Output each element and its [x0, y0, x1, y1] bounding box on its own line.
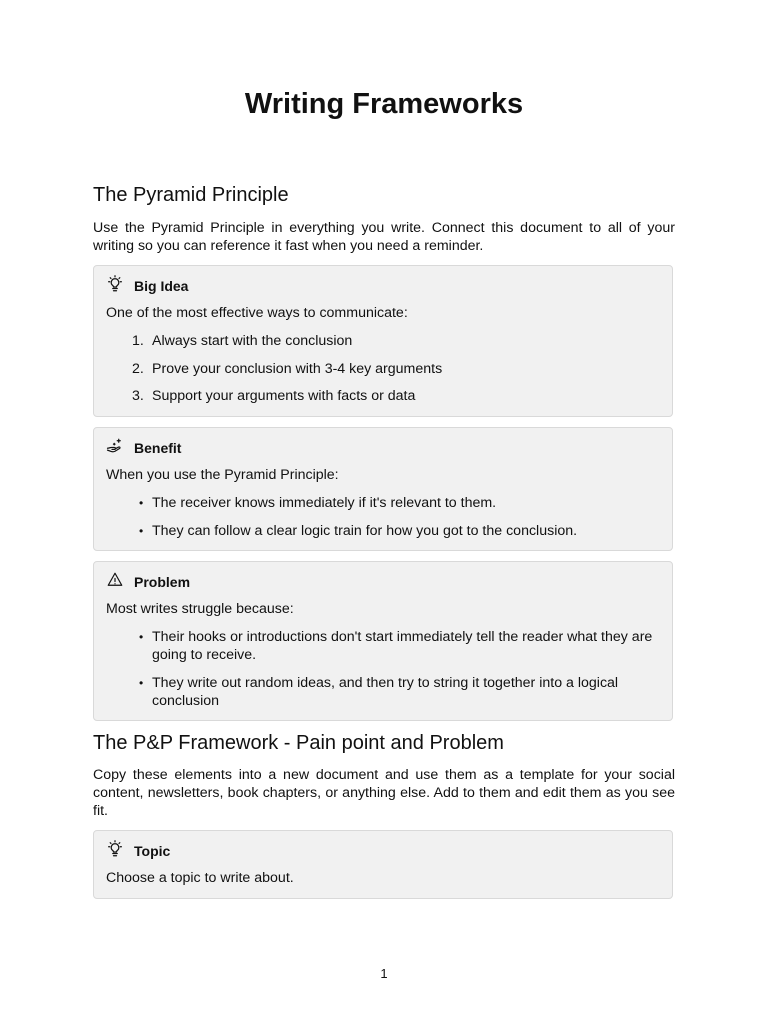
callout-problem [93, 561, 673, 721]
section-heading-pp-framework: The P&P Framework - Pain point and Problem [93, 732, 504, 754]
list-item [106, 494, 656, 512]
page-title: Writing Frameworks [244, 88, 524, 120]
callout-title: Big Idea [134, 278, 189, 294]
list-item [106, 387, 656, 405]
list-item-text: They write out random ideas, and then try to string it together into a logical conclusion [152, 674, 619, 709]
list-item [106, 332, 656, 350]
list-item [106, 674, 656, 710]
callout-header [106, 843, 170, 859]
list-item [106, 360, 656, 378]
section-heading-pyramid-principle: The Pyramid Principle [93, 184, 289, 206]
callout-title: Topic [134, 843, 171, 859]
callout-benefit [93, 427, 673, 551]
lightbulb-icon [106, 275, 134, 298]
hand-sparkle-icon [106, 437, 134, 460]
bullet-marker: • [139, 675, 144, 690]
list-marker: 2. [132, 360, 144, 377]
bullet-marker: • [139, 630, 144, 644]
list-item-text: The receiver knows immediately if it's relevant to them. [152, 495, 497, 511]
callout-title: Problem [134, 574, 191, 590]
callout-intro: When you use the Pyramid Principle: [106, 467, 339, 483]
callout-big-idea [93, 265, 673, 417]
list-item [106, 628, 656, 664]
callout-header [106, 440, 181, 456]
numbered-list [106, 332, 656, 405]
callout-intro: Choose a topic to write about. [106, 870, 294, 886]
bullet-list [106, 628, 656, 710]
bullet-marker: • [139, 496, 144, 510]
list-item-text: Support your arguments with facts or data [152, 388, 416, 404]
list-item [106, 522, 656, 540]
list-item-text: They can follow a clear logic train for how you got to the conclusion. [152, 522, 578, 539]
list-item-text: Prove your conclusion with 3-4 key arguments [152, 360, 443, 377]
section-paragraph: Copy these elements into a new document and use them as a template for your social content, newsletters, book chapters, or anything else. Add to them and edit them as you see fit. [93, 767, 675, 819]
callout-title: Benefit [134, 440, 182, 456]
bullet-marker: • [139, 523, 144, 538]
callout-header [106, 574, 190, 590]
lightbulb-icon [106, 840, 134, 863]
list-marker: 3. [132, 388, 144, 404]
list-marker: 1. [132, 333, 144, 349]
section-paragraph: Use the Pyramid Principle in everything you write. Connect this document to all of your writing so you can reference it fast when you need a reminder. [93, 220, 675, 254]
callout-header [106, 278, 188, 294]
page-number: 1 [380, 966, 388, 981]
callout-topic [93, 830, 673, 899]
warning-icon [106, 571, 134, 594]
bullet-list [106, 494, 656, 540]
list-item-text: Always start with the conclusion [152, 333, 353, 349]
callout-intro: Most writes struggle because: [106, 601, 294, 617]
list-item-text: Their hooks or introductions don't start immediately tell the reader what they are going to receive. [152, 629, 653, 663]
callout-intro: One of the most effective ways to communicate: [106, 305, 408, 321]
